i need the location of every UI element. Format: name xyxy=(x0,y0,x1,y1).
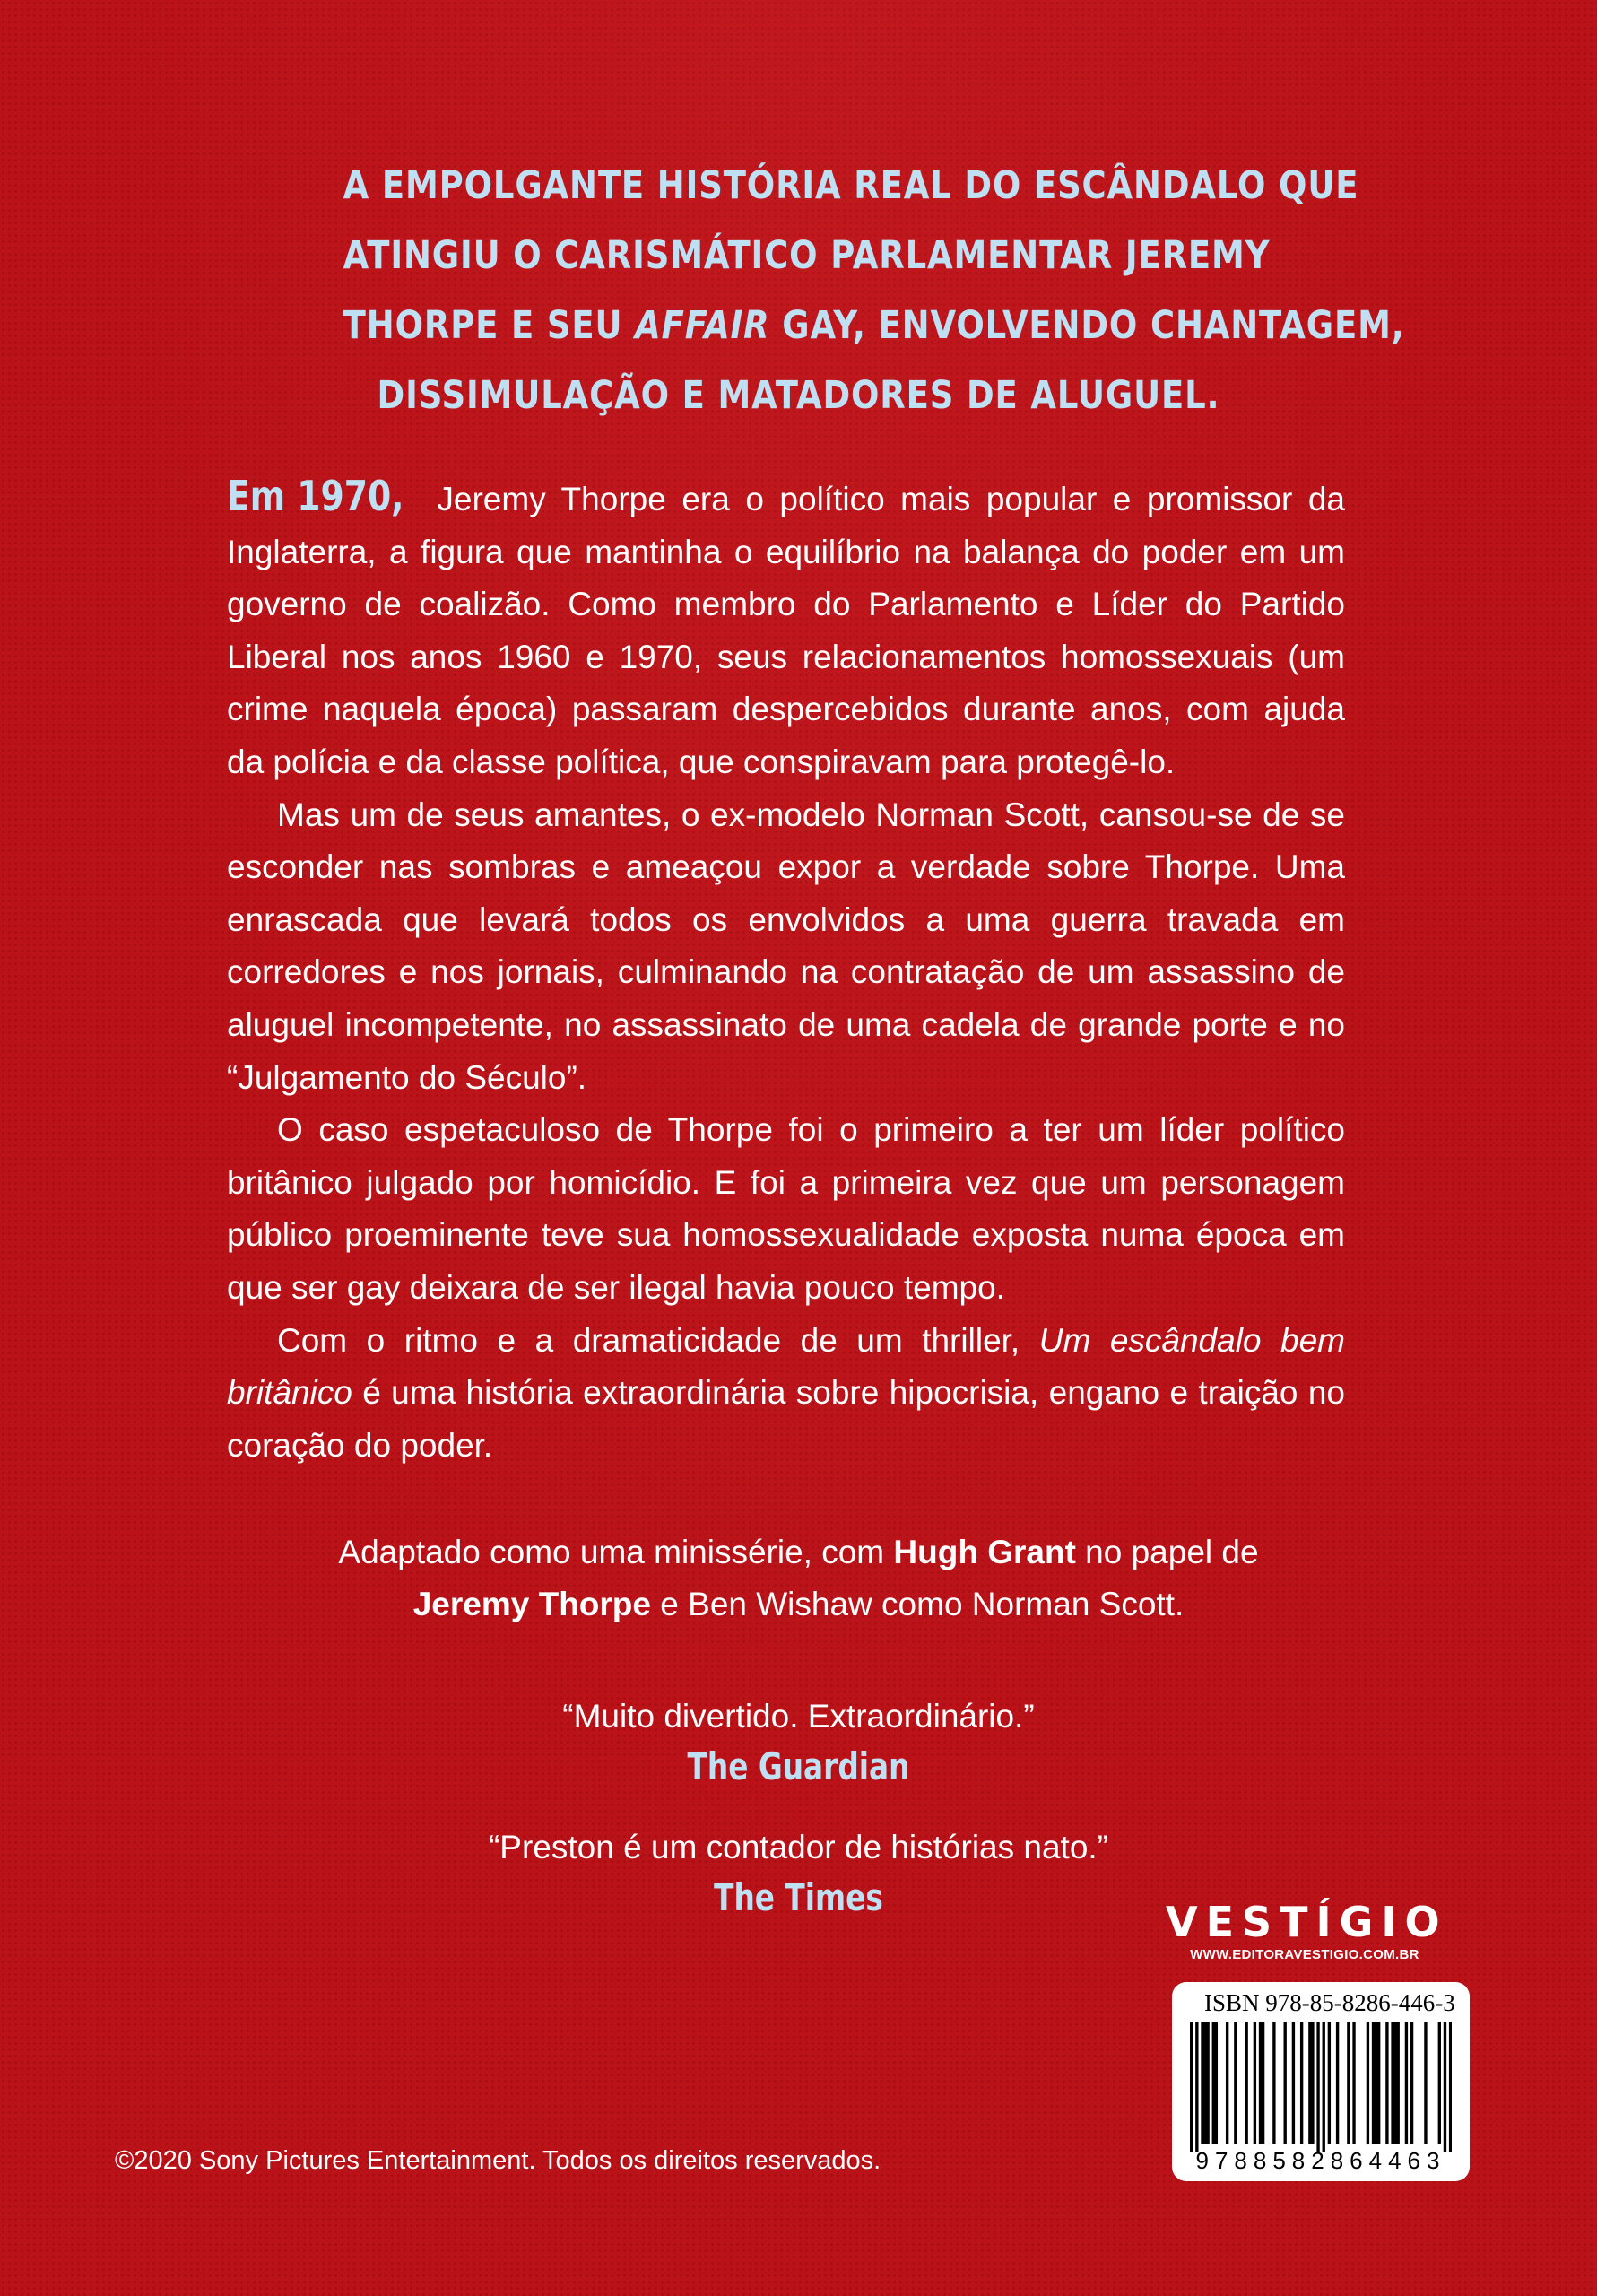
barcode-bar xyxy=(1226,2022,1228,2144)
barcode-bar xyxy=(1300,2022,1303,2144)
book-title-italic: Um escândalo bem britânico xyxy=(227,1321,1346,1412)
adaptation-line-1 xyxy=(269,1526,1328,1578)
barcode-bar xyxy=(1424,2022,1427,2144)
publisher-url: WWW.EDITORAVESTIGIO.COM.BR xyxy=(1190,1947,1419,1962)
barcode-bar xyxy=(1203,2022,1206,2144)
synopsis-paragraph-4-start: Com o ritmo e a dramaticidade de um thriller, xyxy=(277,1321,1039,1359)
headline-affair-word: AFFAIR xyxy=(635,303,770,348)
review-quote-text: “Preston é um contador de histórias nato.” xyxy=(488,1829,1109,1866)
barcode-bar xyxy=(1311,2022,1314,2144)
adaptation-note xyxy=(269,1526,1328,1631)
barcode-bar xyxy=(1212,2022,1215,2144)
isbn-label: ISBN 978-85-8286-446-3 xyxy=(1204,1989,1455,2016)
copyright-notice: ©2020 Sony Pictures Entertainment. Todos os direitos reservados. xyxy=(115,2146,881,2175)
review-quote-1 xyxy=(269,1693,1328,1794)
adaptation-text-start: Adaptado como uma minissérie, com xyxy=(338,1534,894,1570)
adaptation-line-2 xyxy=(269,1578,1328,1631)
synopsis-lead: Em 1970, xyxy=(227,472,404,520)
barcode-bar xyxy=(1190,2022,1193,2152)
barcode-bar xyxy=(1410,2022,1413,2144)
synopsis-paragraph-1-text: Jeremy Thorpe era o político mais popular e promissor da Inglaterra, a figura que mantinha o equilíbrio na balança do poder em um governo de coalizão. Como membro do Parlamento e Líder do Partido Liberal nos anos 1960 e 1970, seus relacionamentos homossexuais (um crime naquela época) passaram despercebidos durante anos, com ajuda da polícia e da classe política, que conspiravam para protegê-lo. xyxy=(227,481,1345,780)
review-source: The Guardian xyxy=(687,1744,910,1788)
barcode-bar xyxy=(1444,2022,1446,2152)
barcode-bar xyxy=(1367,2022,1369,2144)
character-jeremy-thorpe: Jeremy Thorpe xyxy=(412,1586,651,1622)
barcode-bar xyxy=(1308,2022,1311,2144)
barcode-bar xyxy=(1347,2022,1350,2144)
review-quote-text: “Muito divertido. Extraordinário.” xyxy=(562,1698,1035,1735)
synopsis-paragraph-1 xyxy=(227,470,1345,789)
barcode-bar xyxy=(1405,2022,1408,2144)
barcode-bar xyxy=(1284,2022,1287,2144)
barcode-bar xyxy=(1385,2022,1388,2144)
synopsis xyxy=(227,470,1345,1472)
synopsis-paragraph-3: O caso espetaculoso de Thorpe foi o primeiro a ter um líder político britânico julgado por homicídio. E foi a primeira vez que um personagem público proeminente teve sua homossexualidade exposta numa época em que ser gay deixara de ser ilegal havia pouco tempo. xyxy=(227,1111,1345,1306)
barcode-bar xyxy=(1336,2022,1339,2144)
barcode-bar xyxy=(1449,2022,1452,2152)
headline-line-3 xyxy=(343,291,1405,361)
isbn-digits: 9788582864463 xyxy=(1195,2147,1446,2174)
headline-line-4: DISSIMULAÇÃO E MATADORES DE ALUGUEL. xyxy=(377,373,1220,418)
barcode-bar xyxy=(1206,2022,1209,2144)
barcode-bar xyxy=(1377,2022,1380,2144)
barcode-bar xyxy=(1272,2022,1275,2144)
barcode-bar xyxy=(1352,2022,1355,2144)
barcode-bar xyxy=(1328,2022,1331,2144)
headline-line-1: A EMPOLGANTE HISTÓRIA REAL DO ESCÂNDALO QUE xyxy=(343,163,1359,208)
synopsis-paragraph-4-end: é uma história extraordinária sobre hipocrisia, engano e traição no coração do poder. xyxy=(227,1374,1345,1464)
barcode-bar xyxy=(1195,2022,1198,2152)
publisher-name: VESTÍGIO xyxy=(1166,1898,1448,1946)
barcode-bar xyxy=(1393,2022,1396,2144)
barcode-bar xyxy=(1292,2022,1295,2144)
actor-hugh-grant: Hugh Grant xyxy=(893,1534,1076,1570)
barcode-bar xyxy=(1201,2022,1203,2144)
barcode-bar xyxy=(1375,2022,1377,2144)
review-source: The Times xyxy=(714,1875,883,1919)
barcode-bar xyxy=(1245,2022,1247,2144)
barcode-bar xyxy=(1262,2022,1264,2144)
barcode-bar xyxy=(1259,2022,1262,2144)
headline-line-3-start: THORPE E SEU xyxy=(343,303,636,348)
barcode-bar xyxy=(1316,2022,1319,2152)
barcode-bar xyxy=(1323,2022,1325,2152)
barcode-bar xyxy=(1391,2022,1393,2144)
adaptation-text-mid: no papel de xyxy=(1075,1534,1259,1570)
barcode-bar xyxy=(1215,2022,1218,2144)
barcode-bar xyxy=(1254,2022,1256,2144)
barcode-bar xyxy=(1234,2022,1237,2144)
barcode-bar xyxy=(1438,2022,1441,2144)
synopsis-paragraph-4 xyxy=(227,1315,1345,1473)
synopsis-paragraph-2: Mas um de seus amantes, o ex-modelo Norman Scott, cansou-se de se esconder nas sombras e ameaçou expor a verdade sobre Thorpe. Uma enrascada que levará todos os envolvidos a uma guerra travada em corredores e nos jornais, culminando na contratação de um assassino de aluguel incompetente, no assassinato de uma cadela de grande porte e no “Julgamento do Século”. xyxy=(227,796,1345,1096)
headline-line-2: ATINGIU O CARISMÁTICO PARLAMENTAR JEREMY xyxy=(343,233,1271,278)
isbn-barcode-box xyxy=(1172,1982,1470,2181)
barcode-icon xyxy=(1190,2022,1452,2152)
barcode-bar xyxy=(1397,2022,1400,2144)
publisher-logo xyxy=(1166,1898,1448,1964)
adaptation-text-end: e Ben Wishaw como Norman Scott. xyxy=(651,1586,1185,1622)
headline xyxy=(343,151,1405,430)
headline-line-3-end: GAY, ENVOLVENDO CHANTAGEM, xyxy=(769,303,1405,348)
barcode-bar xyxy=(1372,2022,1375,2144)
